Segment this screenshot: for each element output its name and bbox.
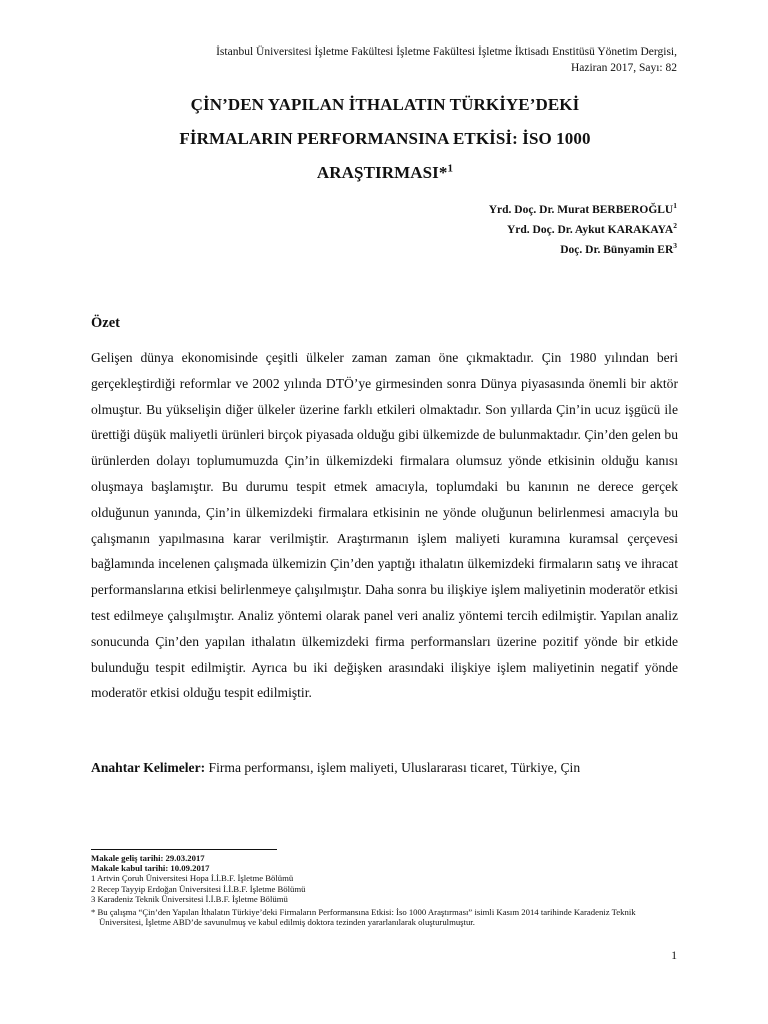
author-affiliation-mark: 3: [673, 241, 677, 251]
accepted-date: Makale kabul tarihi: 10.09.2017: [91, 863, 210, 874]
author-affiliation-mark: 1: [673, 201, 677, 211]
thesis-note: * Bu çalışma “Çin’den Yapılan İthalatın Türkiye’deki Firmaların Performansına Etkisi: İso 1000 Araştırması” isimli Kasım 2014 tarihinde Karadeniz Teknik Üniversitesi, İşletme ABD’de savunulmuş ve kabul edilmiş doktora tezinden yararlanılarak oluşturulmuştur.: [91, 907, 636, 928]
received-date: Makale geliş tarihi: 29.03.2017: [91, 853, 205, 863]
abstract-heading: Özet: [91, 315, 120, 331]
title-line-2: FİRMALARIN PERFORMANSINA ETKİSİ: İSO 1000: [179, 129, 591, 148]
author-name: Yrd. Doç. Dr. Aykut KARAKAYA: [507, 224, 674, 236]
keywords: [91, 758, 681, 778]
title-line-3: [90, 156, 680, 190]
author-name: Yrd. Doç. Dr. Murat BERBEROĞLU: [488, 204, 674, 216]
paper-title: [90, 88, 680, 190]
title-footnote-mark: 1: [447, 162, 454, 175]
author-1: [277, 200, 677, 220]
abstract-body: Gelişen dünya ekonomisinde çeşitli ülkeler zaman zaman öne çıkmaktadır. Çin 1980 yılından beri gerçekleştirdiği reformlar ve 2002 yılında DTÖ’ye girmesinden sonra Dünya piyasasında önemli bir aktör olmuştur. Bu yükselişin diğer ülkeler üzerine farklı etkileri olmaktadır. Son yıllarda Çin’in ucuz işgücü ile ürettiği düşük maliyetli ürünleri birçok piyasada olduğu gibi ülkemizde de bulunmaktadır. Çin’den gelen bu ürünlerden dolayı toplumumuzda Çin’in ülkemizdeki firmalara olumsuz yönde etkisinin olduğu kanısı oluşmaya başlamıştır. Bu durumu tespit etmek amacıyla, toplumdaki bu kanının ne derece gerçek olduğunun yanında, Çin’in ülkemizdeki firmalara etkisinin ne yönde oluğunun belirlenmesi amacıyla bu çalışmanın yapılmasına karar verilmiştir. Araştırmanın işlem maliyeti kuramına kuramsal çerçevesi bağlamında incelenen çalışmada ülkemizin Çin’den yaptığı ithalatın ülkemizdeki firmaların satış ve ihracat performanslarına etkisi belirlenmeye çalışılmıştır. Daha sonra bu ilişkiye işlem maliyetinin moderatör etkisi test edilmeye çalışılmıştır. Analiz yöntemi olarak panel veri analiz yöntemi tercih edilmiştir. Yapılan analiz sonucunda Çin’den yapılan ithalatın ülkemizdeki firma performansları üzerine pozitif yönde bir etkide bulunduğu tespit edilmiştir. Ayrıca bu iki değişken arasındaki ilişkiye işlem maliyetinin negatif yönde moderatör etkisi olduğu tespit edilmiştir.: [91, 350, 678, 701]
affiliation-1: 1 Artvin Çoruh Üniversitesi Hopa İ.İ.B.F. İşletme Bölümü: [91, 873, 294, 884]
author-name: Doç. Dr. Bünyamin ER: [560, 244, 674, 256]
title-line-1: ÇİN’DEN YAPILAN İTHALATIN TÜRKİYE’DEKİ: [190, 95, 580, 114]
journal-line-2: Haziran 2017, Sayı: 82: [570, 62, 677, 74]
title-line-3-text: ARAŞTIRMASI*: [316, 163, 448, 182]
journal-line-1: İstanbul Üniversitesi İşletme Fakültesi İşletme Fakültesi İşletme İktisadı Enstitüsü Yönetim Dergisi,: [216, 46, 677, 58]
author-list: [277, 200, 677, 260]
keywords-text: Firma performansı, işlem maliyeti, Uluslararası ticaret, Türkiye, Çin: [205, 760, 581, 775]
author-2: [277, 220, 677, 240]
affiliation-2: 2 Recep Tayyip Erdoğan Üniversitesi İ.İ.B.F. İşletme Bölümü: [91, 883, 306, 894]
page-number: 1: [671, 950, 677, 962]
footnotes: [91, 853, 681, 927]
author-affiliation-mark: 2: [673, 221, 677, 231]
author-3: [277, 240, 677, 260]
running-header: [117, 44, 677, 76]
keywords-label: Anahtar Kelimeler:: [91, 760, 206, 775]
footnote-separator: [91, 849, 277, 850]
affiliation-3: 3 Karadeniz Teknik Üniversitesi İ.İ.B.F. İşletme Bölümü: [91, 893, 288, 904]
